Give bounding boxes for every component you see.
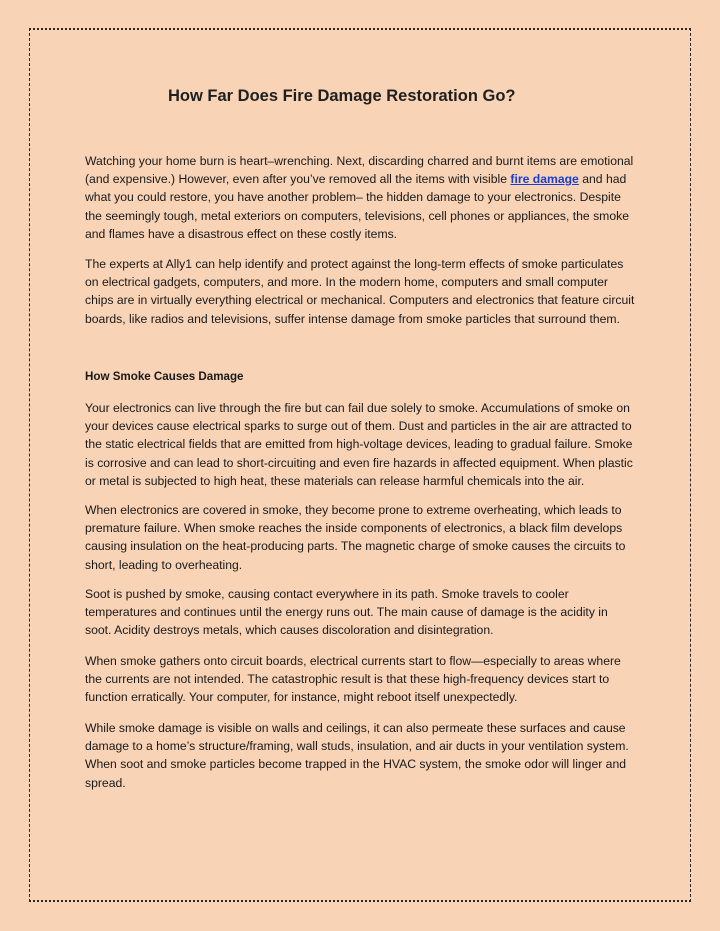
page-title: How Far Does Fire Damage Restoration Go? <box>168 87 516 105</box>
intro-text-part2: and had what you could restore, you have another problem– the hidden damage to your electronics. Despite the seemingly tough, metal exteriors on computers, televisions, cell phones or appliances, the smoke and flames have a disastrous effect on these costly items. <box>85 172 629 241</box>
smoke-paragraph-1: Your electronics can live through the fire but can fail due solely to smoke. Accumulations of smoke on your devices cause electrical sparks to surge out of them. Dust and particles in the air are attracted to the static electrical fields that are emitted from high-voltage devices, leading to gradual failure. Smoke is corrosive and can lead to short-circuiting and even fire hazards in affected equipment. When plastic or metal is subjected to high heat, these materials can release harmful chemicals into the air. <box>85 401 633 488</box>
smoke-paragraph-3: Soot is pushed by smoke, causing contact everywhere in its path. Smoke travels to cooler temperatures and continues until the energy runs out. The main cause of damage is the acidity in soot. Acidity destroys metals, which causes discoloration and disintegration. <box>85 587 608 638</box>
fire-damage-link[interactable]: fire damage <box>510 172 579 187</box>
intro-paragraph <box>85 152 637 243</box>
smoke-paragraph-2: When electronics are covered in smoke, they become prone to extreme overheating, which leads to premature failure. When smoke reaches the inside components of electronics, a black film develops causing insulation on the heat-producing parts. The magnetic charge of smoke causes the circuits to short, leading to overheating. <box>85 503 626 572</box>
smoke-paragraph-5: While smoke damage is visible on walls and ceilings, it can also permeate these surfaces and cause damage to a home’s structure/framing, wall studs, insulation, and air ducts in your ventilation system. When soot and smoke particles become trapped in the HVAC system, the smoke odor will linger and spread. <box>85 721 629 790</box>
section-heading: How Smoke Causes Damage <box>85 370 244 383</box>
experts-paragraph: The experts at Ally1 can help identify and protect against the long-term effects of smoke particulates on electrical gadgets, computers, and more. In the modern home, computers and small computer chips are in virtually everything electrical or mechanical. Computers and electronics that feature circuit boards, like radios and televisions, suffer intense damage from smoke particles that surround them. <box>85 257 635 326</box>
intro-text-part1: Watching your home burn is heart–wrenching. Next, discarding charred and burnt items are emotional (and expensive.) However, even after you’ve removed all the items with visible <box>85 154 634 187</box>
smoke-paragraph-4: When smoke gathers onto circuit boards, electrical currents start to flow—especially to areas where the currents are not intended. The catastrophic result is that these high-frequency devices start to function erratically. Your computer, for instance, might reboot itself unexpectedly. <box>85 654 621 705</box>
